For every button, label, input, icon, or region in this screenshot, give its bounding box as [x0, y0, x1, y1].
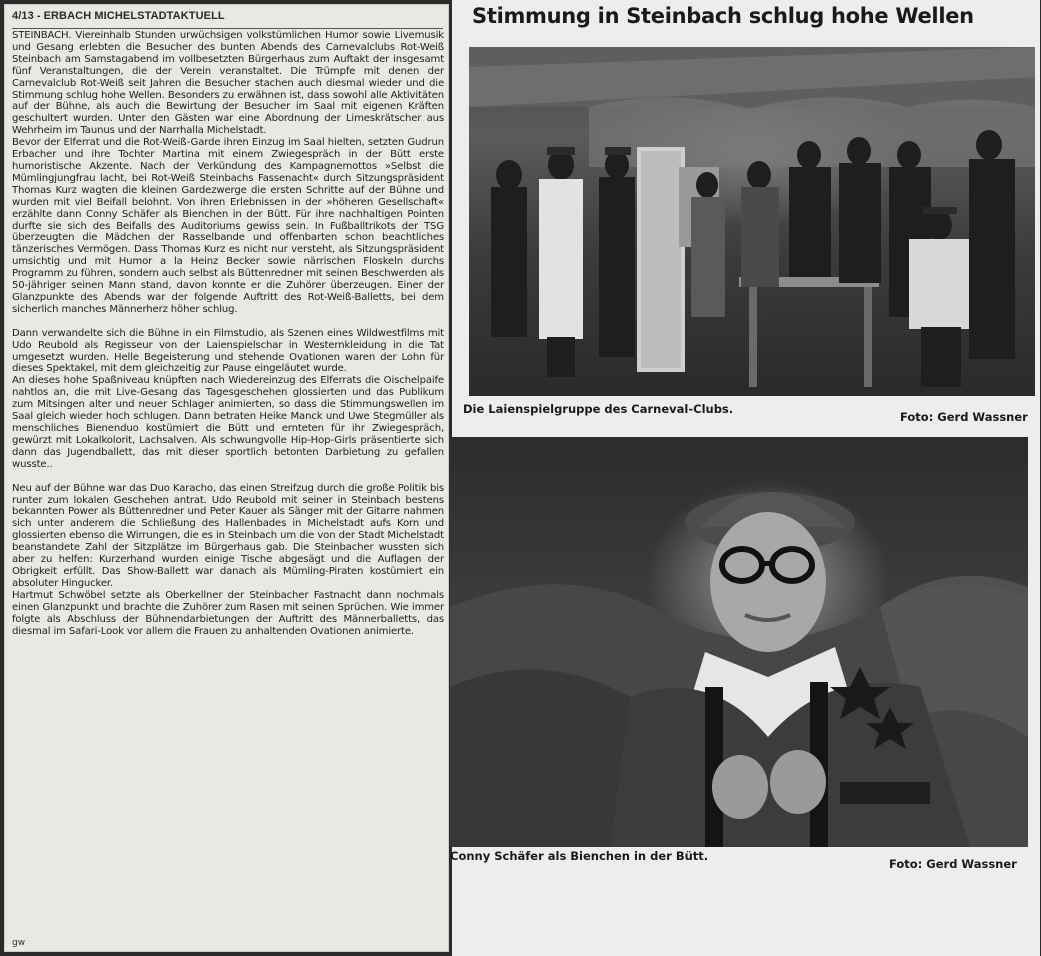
article-paragraph: Neu auf der Bühne war das Duo Karacho, das einen Streifzug durch die große Politik bis runter zum lokalen Geschehen antrat. Udo Reubold mit seiner in Steinbach bestens bekannten Power als Büttenredner und Peter Kauer als Sänger mit der Gitarre nahmen sich unter anderem die Schließung des Hallenbades in Michelstadt aufs Korn und glossierten ebenso die Wirrungen, die es in Steinbach um die von der Stadt Michelstadt beanstandete Zahl der Sitzplätze im Bürgerhaus gab. Die Steinbacher wussten sich aber zu helfen: Kurzerhand wurden einige Tische abgesägt und die Auflagen der Obrigkeit erfüllt. Das Show-Ballett war danach als Mümling-Piraten kostümiert ein absoluter Hingucker.	[12, 482, 444, 589]
portrait-photo-illustration	[450, 437, 1028, 847]
article-paragraph: Hartmut Schwöbel setzte als Oberkellner der Steinbacher Fastnacht dann nochmals einen Glanzpunkt und brachte die Zuhörer zum Rasen mit seinen Sprüchen. Wie immer folgte als Abschluss der Bühnendarbietungen der Auftritt des Männerballetts, das diesmal im Safari-Look vor allem die Frauen zu anhaltenden Ovationen animierte.	[12, 589, 444, 637]
page-number: 4/13	[12, 10, 34, 22]
article-paragraph: STEINBACH. Viereinhalb Stunden urwüchsigen volkstümlichen Humor sowie Livemusik und Gesang erlebten die Besucher des bunten Abends des Carnevalclubs Rot-Weiß Steinbach am Samstagabend im vollbesetzten Bürgerhaus zum Auftakt der insgesamt fünf Veranstaltungen, die der Verein veranstaltet. Die Trümpfe mit denen der Carnevalclub Rot-Weiß seit Jahren die Besucher stachen auch diesmal wieder und die Stimmung schlug hohe Wellen. Besonders zu erwähnen ist, dass sowohl alle Aktivitäten auf der Bühne, als auch die Bewirtung der Besucher im Saal mit eigenen Kräften geschultert wurden. Unter den Gästen war eine Abordnung der Limeskrätscher aus Wehrheim im Taunus und der Narrhalla Michelstadt.	[12, 30, 444, 137]
group-photo	[469, 47, 1035, 396]
portrait-photo	[450, 437, 1028, 847]
photo-credit: Foto: Gerd Wassner	[889, 857, 1017, 871]
group-photo-illustration	[469, 47, 1035, 396]
photo-clipping	[452, 0, 1040, 956]
author-signature: gw	[12, 938, 26, 948]
article-paragraph: An dieses hohe Spaßniveau knüpften nach Wiedereinzug des Elferrats die Oischelpaife nahtlos an, die mit Live-Gesang das Tagesgeschehen glossierten und das Publikum zum Mitsingen alter und neuer Schlager animierten, so dass die Stimmungswellen im Saal gleich wieder hoch schlugen. Dann betraten Heike Manck und Uwe Stegmüller als menschliches Bienenduo kostümiert die Bütt und ernteten für ihr Zwiegespräch, gewürzt mit Lokalkolorit, Lachsalven. Als schwungvolle Hip-Hop-Girls präsentierte sich dann das Jugendballett, das mit dieser sportlich betonten Darbietung zu gefallen wusste..	[12, 375, 444, 470]
photo-credit: Foto: Gerd Wassner	[900, 410, 1028, 424]
article-paragraph: Bevor der Elferrat und die Rot-Weiß-Garde ihren Einzug im Saal hielten, setzten Gudrun Erbacher und ihre Tochter Martina mit einem Zwiegespräch in der Bütt erste humoristische Akzente. Nach der Verkündung des Kampagnemottos »Selbst die Mümlingjungfrau lacht, bei Rot-Weiß Steinbachs Fassenacht« durch Sitzungspräsident Thomas Kurz wagten die kleinen Gardezwerge die ersten Schritte auf der Bühne und wurden mit viel Beifall belohnt. Von ihren Erlebnissen in der »höheren Gesellschaft« erzählte dann Conny Schäfer als Bienchen in der Bütt. Für ihre nachhaltigen Pointen durfte sie sich des Beifalls des Auditoriums gewiss sein. In Fußballtrikots der TSG überzeugten die Mädchen der Rasselbande und offenbarten schon beachtliches tänzerisches Vermögen. Dass Thomas Kurz es nicht nur versteht, als Sitzungspräsident umsichtig und mit Humor a la Heinz Becker sowie närrischen Floskeln durchs Programm zu führen, sondern auch selbst als Büttenredner mit seinen Beschwerden als 50-jähriger seinen Mann stand, davon konnte er die Zuhörer überzeugen. Einer der Glanzpunkte des Abends war der folgende Auftritt des Rot-Weiß-Balletts, bei dem sicherlich manches Männerherz höher schlug.	[12, 137, 444, 315]
photo-caption: Die Laienspielgruppe des Carneval-Clubs.	[463, 402, 734, 416]
header-separator: -	[36, 10, 41, 22]
headline: Stimmung in Steinbach schlug hohe Wellen	[472, 4, 974, 28]
photo-caption: Conny Schäfer als Bienchen in der Bütt.	[450, 849, 709, 863]
article-clipping	[4, 4, 449, 952]
article-paragraph: Dann verwandelte sich die Bühne in ein Filmstudio, als Szenen eines Wildwestfilms mit Udo Reubold als Regisseur von der Laienspielschar in Westernkleidung in die Tat umgesetzt wurden. Helle Begeisterung und stehende Ovationen waren der Lohn für dieses Spektakel, mit dem gleichzeitig zur Pause eingeläutet wurde.	[12, 327, 444, 375]
section-name: ERBACH MICHELSTADTAKTUELL	[43, 10, 225, 22]
page-header	[12, 10, 443, 29]
article-body	[12, 30, 444, 637]
